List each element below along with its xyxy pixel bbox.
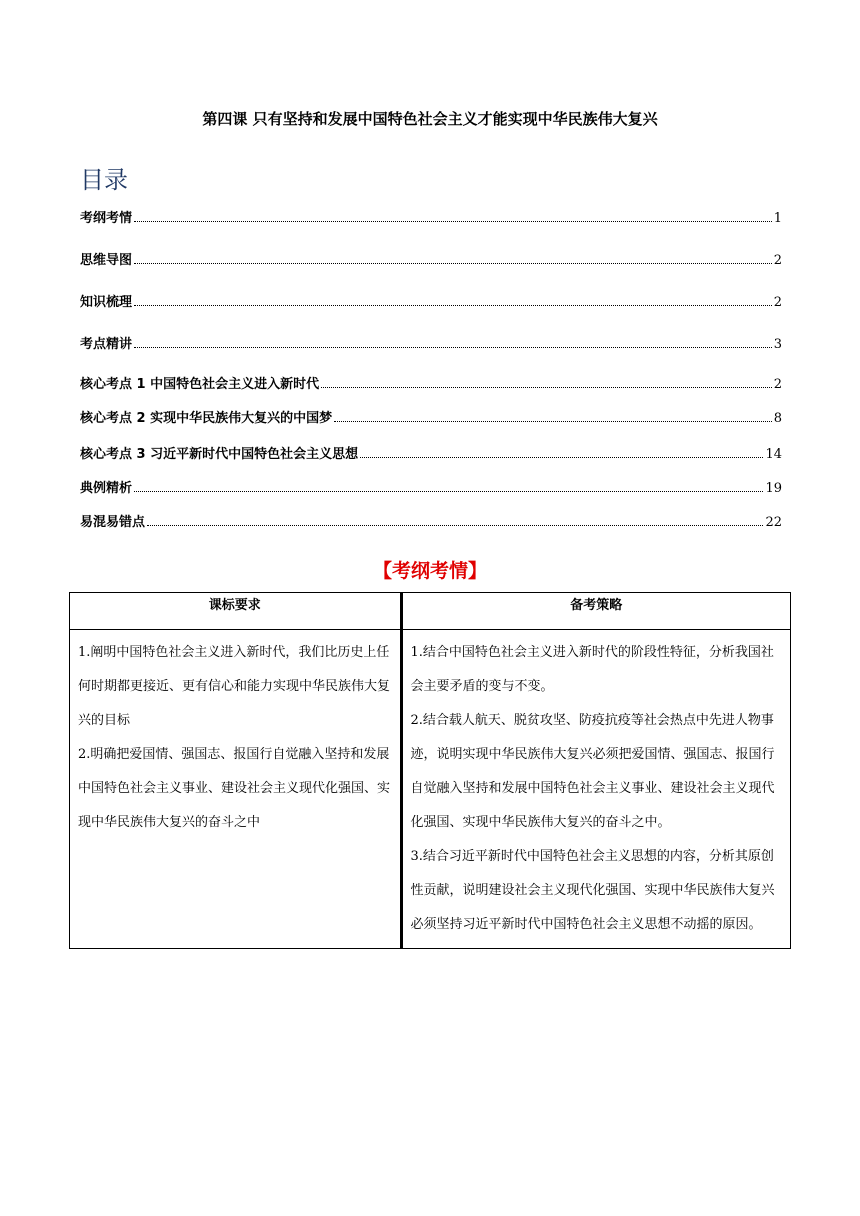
strategy-item: 1.结合中国特色社会主义进入新时代的阶段性特征，分析我国社会主要矛盾的变与不变。	[410, 645, 774, 694]
curriculum-item: 1.阐明中国特色社会主义进入新时代，我们比历史上任何时期都更接近、更有信心和能力实现中华民族伟大复兴的目标	[78, 645, 391, 728]
toc-entry-page: 1	[773, 211, 782, 226]
toc-entry-label: 易混易错点	[80, 515, 146, 530]
strategy-cell	[401, 630, 790, 949]
toc-leader-dots	[134, 491, 763, 492]
toc-leader-dots	[334, 421, 772, 422]
toc-entry[interactable]	[80, 334, 782, 352]
document-title: 第四课 只有坚持和发展中国特色社会主义才能实现中华民族伟大复兴	[202, 110, 658, 128]
toc-entry-label: 思维导图	[80, 253, 133, 268]
toc-leader-dots	[321, 387, 772, 388]
toc-entry-page: 22	[765, 515, 782, 530]
toc-entry-label: 知识梳理	[80, 295, 133, 310]
table-header-strategy: 备考策略	[401, 593, 790, 630]
toc-entry-page: 14	[765, 447, 782, 462]
toc-entry-page: 3	[773, 337, 782, 352]
toc-entry-page: 2	[773, 295, 782, 310]
curriculum-cell	[70, 630, 402, 949]
toc-leader-dots	[147, 525, 763, 526]
table-header-curriculum: 课标要求	[70, 593, 402, 630]
toc-entry-label: 核心考点 3 习近平新时代中国特色社会主义思想	[80, 447, 359, 462]
requirements-table	[69, 592, 791, 949]
toc-entry[interactable]	[80, 444, 782, 462]
table-header-row	[70, 593, 791, 630]
toc-leader-dots	[134, 221, 772, 222]
strategy-item: 3.结合习近平新时代中国特色社会主义思想的内容，分析其原创性贡献，说明建设社会主义现代化强国、实现中华民族伟大复兴必须坚持习近平新时代中国特色社会主义思想不动摇的原因。	[410, 849, 775, 932]
toc-entry-label: 考点精讲	[80, 337, 133, 352]
toc-entry-label: 典例精析	[80, 481, 133, 496]
toc-entry-page: 19	[765, 481, 782, 496]
table-row	[70, 630, 791, 949]
toc-leader-dots	[134, 347, 772, 348]
toc-leader-dots	[360, 457, 763, 458]
toc-entry[interactable]	[80, 292, 782, 310]
toc-heading: 目录	[80, 166, 128, 194]
strategy-item: 2.结合载人航天、脱贫攻坚、防疫抗疫等社会热点中先进人物事迹，说明实现中华民族伟大复兴必须把爱国情、强国志、报国行自觉融入坚持和发展中国特色社会主义事业、建设社会主义现代化强国、实现中华民族伟大复兴的奋斗之中。	[410, 713, 775, 830]
toc-entry-page: 2	[773, 253, 782, 268]
toc-entry[interactable]	[80, 478, 782, 496]
toc-entry[interactable]	[80, 208, 782, 226]
toc-entry-label: 核心考点 2 实现中华民族伟大复兴的中国梦	[80, 411, 333, 426]
toc-entry-page: 8	[773, 411, 782, 426]
toc-leader-dots	[134, 263, 772, 264]
curriculum-item: 2.明确把爱国情、强国志、报国行自觉融入坚持和发展中国特色社会主义事业、建设社会主义现代化强国、实现中华民族伟大复兴的奋斗之中	[78, 747, 391, 830]
toc-entry-label: 核心考点 1 中国特色社会主义进入新时代	[80, 377, 320, 392]
toc-entry[interactable]	[80, 408, 782, 426]
toc-entry-label: 考纲考情	[80, 211, 133, 226]
toc-entry-page: 2	[773, 377, 782, 392]
section-title: 【考纲考情】	[372, 560, 487, 582]
toc-entry[interactable]	[80, 250, 782, 268]
toc-leader-dots	[134, 305, 772, 306]
toc-entry[interactable]	[80, 512, 782, 530]
toc-entry[interactable]	[80, 374, 782, 392]
